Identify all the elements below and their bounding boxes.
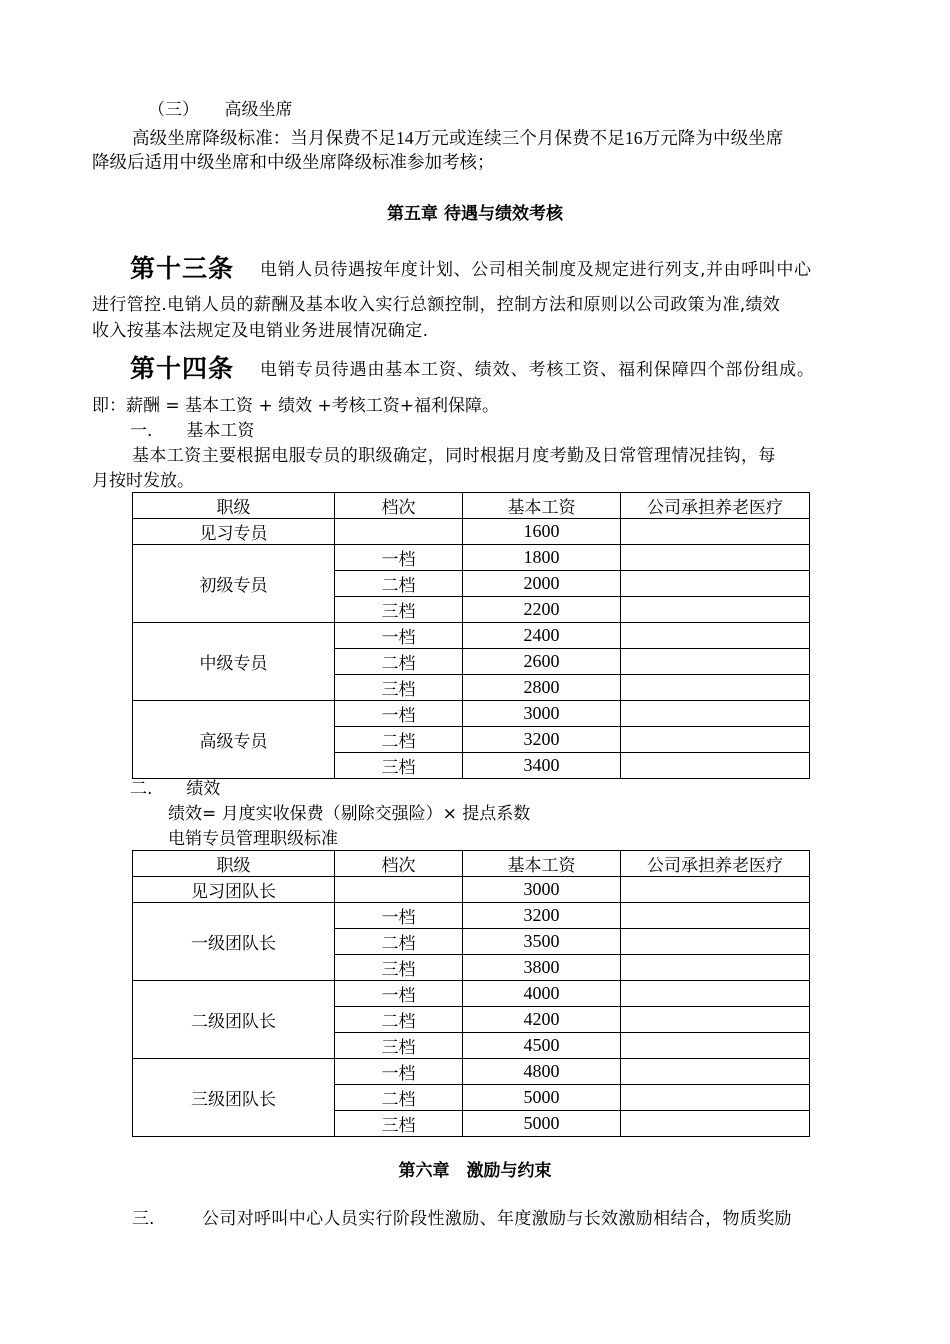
table-row xyxy=(133,903,810,929)
salary-cell: 3000 xyxy=(463,701,621,727)
tier-cell: 三档 xyxy=(335,753,463,779)
table-row xyxy=(133,981,810,1007)
tier-cell: 二档 xyxy=(335,727,463,753)
pension-cell xyxy=(621,903,810,929)
table-header-row xyxy=(133,493,810,519)
tier-cell: 一档 xyxy=(335,701,463,727)
pension-cell xyxy=(621,981,810,1007)
pension-cell xyxy=(621,1007,810,1033)
salary-cell: 4000 xyxy=(463,981,621,1007)
header-pension: 公司承担养老医疗 xyxy=(621,851,810,877)
salary-cell: 4500 xyxy=(463,1033,621,1059)
tier-cell xyxy=(335,877,463,903)
pension-cell xyxy=(621,727,810,753)
pension-cell xyxy=(621,597,810,623)
table-row xyxy=(133,877,810,903)
pension-cell xyxy=(621,1085,810,1111)
perf-formula: 绩效= 月度实收保费（剔除交强险）× 提点系数 xyxy=(168,804,531,824)
article13-line3: 收入按基本法规定及电销业务进展情况确定. xyxy=(92,321,429,341)
table-row xyxy=(133,623,810,649)
salary-cell: 3400 xyxy=(463,753,621,779)
pension-cell xyxy=(621,929,810,955)
pension-cell xyxy=(621,1059,810,1085)
table-row xyxy=(133,1059,810,1085)
pension-cell xyxy=(621,675,810,701)
team-leader-table xyxy=(132,850,810,1137)
header-salary: 基本工资 xyxy=(463,493,621,519)
salary-cell: 1800 xyxy=(463,545,621,571)
rank-cell: 见习专员 xyxy=(133,519,335,545)
salary-cell: 2200 xyxy=(463,597,621,623)
salary-cell: 3800 xyxy=(463,955,621,981)
header-pension: 公司承担养老医疗 xyxy=(621,493,810,519)
tier-cell: 一档 xyxy=(335,545,463,571)
incentive-number: 三. xyxy=(132,1209,155,1229)
pension-cell xyxy=(621,545,810,571)
tier-cell: 三档 xyxy=(335,1033,463,1059)
article14-label: 第十四条 xyxy=(130,354,235,383)
pension-cell xyxy=(621,571,810,597)
pension-cell xyxy=(621,701,810,727)
table-row xyxy=(133,545,810,571)
salary-cell: 4200 xyxy=(463,1007,621,1033)
section-senior-heading: （三） 高级坐席 xyxy=(148,100,293,120)
perf-standard-title: 电销专员管理职级标准 xyxy=(168,829,338,849)
base-salary-table xyxy=(132,492,810,779)
tier-cell: 一档 xyxy=(335,903,463,929)
chapter5-title: 第五章 待遇与绩效考核 xyxy=(387,204,563,224)
salary-cell: 2400 xyxy=(463,623,621,649)
salary-cell: 2600 xyxy=(463,649,621,675)
rank-cell: 见习团队长 xyxy=(133,877,335,903)
chapter6-title: 第六章 激励与约束 xyxy=(398,1161,552,1181)
tier-cell: 二档 xyxy=(335,929,463,955)
salary-cell: 2000 xyxy=(463,571,621,597)
tier-cell: 三档 xyxy=(335,1111,463,1137)
salary-formula: 即：薪酬 = 基本工资 + 绩效 +考核工资+福利保障。 xyxy=(92,396,499,416)
table-header-row xyxy=(133,851,810,877)
header-salary: 基本工资 xyxy=(463,851,621,877)
rank-cell: 初级专员 xyxy=(133,545,335,623)
pension-cell xyxy=(621,877,810,903)
pension-cell xyxy=(621,623,810,649)
salary-cell: 3200 xyxy=(463,727,621,753)
pension-cell xyxy=(621,753,810,779)
rank-cell: 中级专员 xyxy=(133,623,335,701)
pension-cell xyxy=(621,1111,810,1137)
header-rank: 职级 xyxy=(133,851,335,877)
tier-cell: 一档 xyxy=(335,981,463,1007)
senior-rule-line1: 高级坐席降级标准：当月保费不足14万元或连续三个月保费不足16万元降为中级坐席 xyxy=(132,128,784,148)
header-tier: 档次 xyxy=(335,493,463,519)
pension-cell xyxy=(621,519,810,545)
senior-rule-line2: 降级后适用中级坐席和中级坐席降级标准参加考核； xyxy=(92,153,495,173)
tier-cell: 二档 xyxy=(335,1085,463,1111)
header-rank: 职级 xyxy=(133,493,335,519)
tier-cell: 二档 xyxy=(335,571,463,597)
tier-cell: 一档 xyxy=(335,1059,463,1085)
salary-cell: 3500 xyxy=(463,929,621,955)
pension-cell xyxy=(621,649,810,675)
tier-cell: 三档 xyxy=(335,597,463,623)
tier-cell xyxy=(335,519,463,545)
tier-cell: 三档 xyxy=(335,675,463,701)
section-perf-heading: 二. 绩效 xyxy=(130,779,221,799)
pension-cell xyxy=(621,955,810,981)
article13-line1: 电销人员待遇按年度计划、公司相关制度及规定进行列支,并由呼叫中心 xyxy=(260,260,812,280)
tier-cell: 二档 xyxy=(335,649,463,675)
section-base-heading: 一. 基本工资 xyxy=(130,421,255,441)
salary-cell: 3200 xyxy=(463,903,621,929)
tier-cell: 二档 xyxy=(335,1007,463,1033)
salary-cell: 5000 xyxy=(463,1111,621,1137)
table-row xyxy=(133,519,810,545)
incentive-text: 公司对呼叫中心人员实行阶段性激励、年度激励与长效激励相结合，物质奖励 xyxy=(202,1209,792,1229)
rank-cell: 高级专员 xyxy=(133,701,335,779)
salary-cell: 5000 xyxy=(463,1085,621,1111)
salary-cell: 1600 xyxy=(463,519,621,545)
tier-cell: 一档 xyxy=(335,623,463,649)
pension-cell xyxy=(621,1033,810,1059)
salary-cell: 3000 xyxy=(463,877,621,903)
tier-cell: 三档 xyxy=(335,955,463,981)
base-desc-line1: 基本工资主要根据电服专员的职级确定，同时根据月度考勤及日常管理情况挂钩，每 xyxy=(132,446,776,466)
rank-cell: 一级团队长 xyxy=(133,903,335,981)
salary-cell: 4800 xyxy=(463,1059,621,1085)
rank-cell: 二级团队长 xyxy=(133,981,335,1059)
base-desc-line2: 月按时发放。 xyxy=(92,471,194,491)
article14-line1: 电销专员待遇由基本工资、绩效、考核工资、福利保障四个部份组成。 xyxy=(260,360,815,380)
table-row xyxy=(133,701,810,727)
article13-line2: 进行管控.电销人员的薪酬及基本收入实行总额控制，控制方法和原则以公司政策为准,绩效 xyxy=(92,295,781,315)
rank-cell: 三级团队长 xyxy=(133,1059,335,1137)
header-tier: 档次 xyxy=(335,851,463,877)
article13-label: 第十三条 xyxy=(130,254,235,283)
salary-cell: 2800 xyxy=(463,675,621,701)
